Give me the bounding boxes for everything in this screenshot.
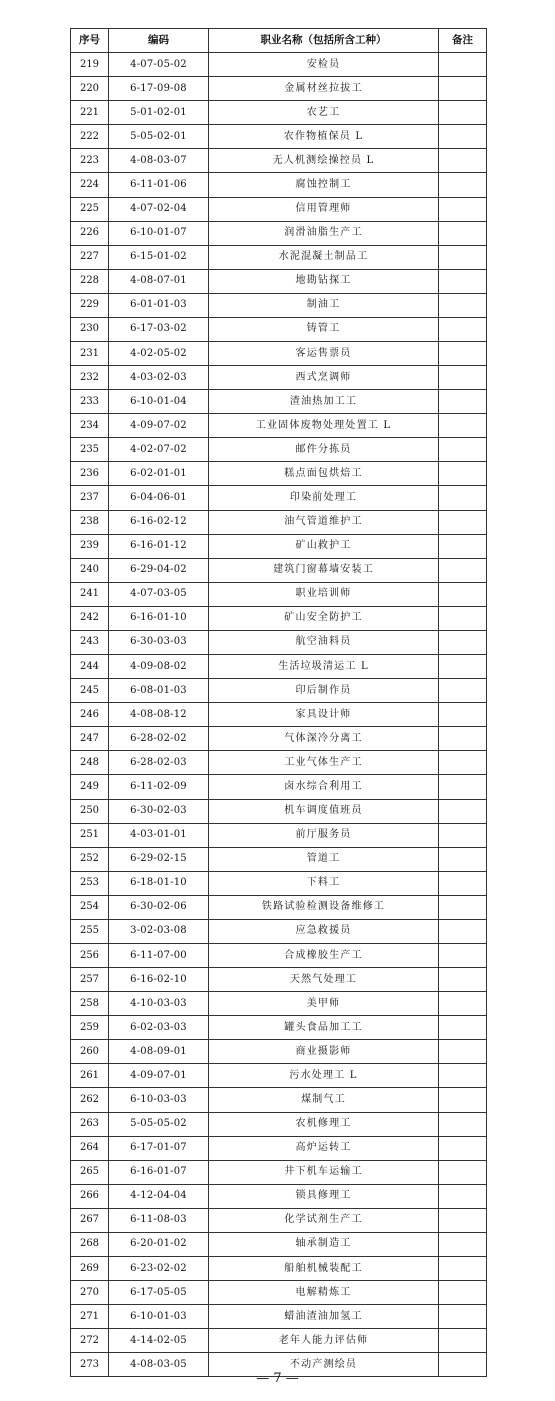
table-row [71, 534, 487, 558]
occupation-code: 6-10-01-07 [109, 221, 209, 245]
occupation-code: 6-30-02-06 [109, 895, 209, 919]
remarks [439, 775, 487, 799]
occupation-code: 6-28-02-02 [109, 727, 209, 751]
table-row [71, 1305, 487, 1329]
occupation-name: 合成橡胶生产工 [209, 943, 439, 967]
table-row [71, 655, 487, 679]
table-row [71, 606, 487, 630]
row-index: 223 [71, 149, 109, 173]
table-row [71, 1329, 487, 1353]
occupation-name: 客运售票员 [209, 342, 439, 366]
table-row [71, 1064, 487, 1088]
remarks [439, 221, 487, 245]
table-row [71, 823, 487, 847]
row-index: 257 [71, 968, 109, 992]
occupation-name: 罐头食品加工工 [209, 1016, 439, 1040]
remarks [439, 1016, 487, 1040]
table-row [71, 703, 487, 727]
occupation-name: 信用管理师 [209, 197, 439, 221]
occupation-name: 农作物植保员 L [209, 125, 439, 149]
remarks [439, 1136, 487, 1160]
occupation-name: 锁具修理工 [209, 1184, 439, 1208]
remarks [439, 510, 487, 534]
occupation-name: 铸管工 [209, 317, 439, 341]
table-header-row [71, 29, 487, 53]
row-index: 253 [71, 871, 109, 895]
occupation-code: 6-16-02-12 [109, 510, 209, 534]
occupation-code: 6-18-01-10 [109, 871, 209, 895]
occupation-code: 5-05-05-02 [109, 1112, 209, 1136]
occupation-code: 6-16-01-10 [109, 606, 209, 630]
occupation-code: 6-16-02-10 [109, 968, 209, 992]
row-index: 224 [71, 173, 109, 197]
occupation-code: 4-09-07-02 [109, 414, 209, 438]
row-index: 229 [71, 293, 109, 317]
table-row [71, 342, 487, 366]
occupation-name: 污水处理工 L [209, 1064, 439, 1088]
row-index: 269 [71, 1256, 109, 1280]
row-index: 228 [71, 269, 109, 293]
table-row [71, 895, 487, 919]
table-row [71, 390, 487, 414]
occupation-code: 4-08-07-01 [109, 269, 209, 293]
occupation-name: 西式烹调师 [209, 366, 439, 390]
row-index: 250 [71, 799, 109, 823]
occupation-name: 家具设计师 [209, 703, 439, 727]
remarks [439, 727, 487, 751]
remarks [439, 992, 487, 1016]
occupation-code: 6-08-01-03 [109, 679, 209, 703]
occupation-name: 航空油料员 [209, 630, 439, 654]
row-index: 219 [71, 53, 109, 77]
occupation-code: 6-17-03-02 [109, 317, 209, 341]
remarks [439, 245, 487, 269]
table-row [71, 1208, 487, 1232]
remarks [439, 655, 487, 679]
remarks [439, 534, 487, 558]
row-index: 264 [71, 1136, 109, 1160]
row-index: 231 [71, 342, 109, 366]
table-row [71, 245, 487, 269]
table-row [71, 1016, 487, 1040]
occupation-code: 6-23-02-02 [109, 1256, 209, 1280]
table-row [71, 462, 487, 486]
occupation-name: 腐蚀控制工 [209, 173, 439, 197]
occupation-code: 4-09-08-02 [109, 655, 209, 679]
occupation-code: 6-11-08-03 [109, 1208, 209, 1232]
row-index: 255 [71, 919, 109, 943]
occupation-name: 工业气体生产工 [209, 751, 439, 775]
row-index: 241 [71, 582, 109, 606]
occupation-code: 6-10-01-03 [109, 1305, 209, 1329]
occupation-code: 4-02-07-02 [109, 438, 209, 462]
occupation-table [70, 28, 487, 1377]
remarks [439, 1064, 487, 1088]
row-index: 235 [71, 438, 109, 462]
row-index: 227 [71, 245, 109, 269]
remarks [439, 919, 487, 943]
remarks [439, 1184, 487, 1208]
row-index: 222 [71, 125, 109, 149]
occupation-name: 蜡油渣油加氢工 [209, 1305, 439, 1329]
row-index: 221 [71, 101, 109, 125]
remarks [439, 101, 487, 125]
occupation-code: 6-15-01-02 [109, 245, 209, 269]
occupation-name: 下料工 [209, 871, 439, 895]
occupation-name: 井下机车运输工 [209, 1160, 439, 1184]
occupation-name: 煤制气工 [209, 1088, 439, 1112]
occupation-name: 轴承制造工 [209, 1232, 439, 1256]
remarks [439, 390, 487, 414]
remarks [439, 679, 487, 703]
occupation-name: 无人机测绘操控员 L [209, 149, 439, 173]
remarks [439, 414, 487, 438]
remarks [439, 751, 487, 775]
row-index: 238 [71, 510, 109, 534]
occupation-code: 4-03-01-01 [109, 823, 209, 847]
occupation-name: 安检员 [209, 53, 439, 77]
occupation-code: 4-03-02-03 [109, 366, 209, 390]
table-row [71, 101, 487, 125]
table-row [71, 943, 487, 967]
occupation-name: 糕点面包烘焙工 [209, 462, 439, 486]
row-index: 245 [71, 679, 109, 703]
header-code: 编码 [109, 29, 209, 53]
occupation-code: 6-17-01-07 [109, 1136, 209, 1160]
occupation-code: 6-29-02-15 [109, 847, 209, 871]
table-row [71, 317, 487, 341]
table-row [71, 992, 487, 1016]
remarks [439, 149, 487, 173]
occupation-code: 4-08-03-07 [109, 149, 209, 173]
occupation-name: 金属材丝拉拔工 [209, 77, 439, 101]
occupation-name: 制油工 [209, 293, 439, 317]
occupation-name: 化学试剂生产工 [209, 1208, 439, 1232]
row-index: 239 [71, 534, 109, 558]
occupation-code: 6-02-01-01 [109, 462, 209, 486]
row-index: 234 [71, 414, 109, 438]
occupation-code: 4-08-08-12 [109, 703, 209, 727]
occupation-name: 电解精炼工 [209, 1281, 439, 1305]
table-row [71, 366, 487, 390]
table-row [71, 486, 487, 510]
occupation-code: 6-28-02-03 [109, 751, 209, 775]
table-row [71, 173, 487, 197]
remarks [439, 1281, 487, 1305]
occupation-name: 高炉运转工 [209, 1136, 439, 1160]
row-index: 246 [71, 703, 109, 727]
occupation-name: 印染前处理工 [209, 486, 439, 510]
remarks [439, 1112, 487, 1136]
row-index: 236 [71, 462, 109, 486]
remarks [439, 943, 487, 967]
table-body [71, 53, 487, 1377]
occupation-code: 6-10-03-03 [109, 1088, 209, 1112]
occupation-code: 6-30-02-03 [109, 799, 209, 823]
table-row [71, 125, 487, 149]
occupation-name: 邮件分拣员 [209, 438, 439, 462]
table-row [71, 799, 487, 823]
occupation-code: 6-29-04-02 [109, 558, 209, 582]
occupation-code: 3-02-03-08 [109, 919, 209, 943]
table-row [71, 847, 487, 871]
remarks [439, 317, 487, 341]
occupation-name: 老年人能力评估师 [209, 1329, 439, 1353]
row-index: 271 [71, 1305, 109, 1329]
remarks [439, 77, 487, 101]
table-row [71, 871, 487, 895]
occupation-code: 4-08-03-05 [109, 1353, 209, 1377]
occupation-name: 不动产测绘员 [209, 1353, 439, 1377]
table-row [71, 1112, 487, 1136]
table-row [71, 751, 487, 775]
remarks [439, 823, 487, 847]
table-row [71, 53, 487, 77]
row-index: 243 [71, 630, 109, 654]
occupation-name: 矿山救护工 [209, 534, 439, 558]
row-index: 251 [71, 823, 109, 847]
occupation-code: 6-11-01-06 [109, 173, 209, 197]
occupation-name: 农机修理工 [209, 1112, 439, 1136]
row-index: 262 [71, 1088, 109, 1112]
table-row [71, 293, 487, 317]
occupation-code: 6-11-02-09 [109, 775, 209, 799]
row-index: 272 [71, 1329, 109, 1353]
row-index: 254 [71, 895, 109, 919]
remarks [439, 895, 487, 919]
table-row [71, 582, 487, 606]
occupation-name: 商业摄影师 [209, 1040, 439, 1064]
occupation-code: 6-16-01-12 [109, 534, 209, 558]
table-row [71, 679, 487, 703]
occupation-code: 6-11-07-00 [109, 943, 209, 967]
table-row [71, 1184, 487, 1208]
table-row [71, 269, 487, 293]
remarks [439, 1329, 487, 1353]
table-row [71, 149, 487, 173]
row-index: 225 [71, 197, 109, 221]
occupation-code: 6-17-09-08 [109, 77, 209, 101]
occupation-name: 矿山安全防护工 [209, 606, 439, 630]
remarks [439, 582, 487, 606]
table-row [71, 1256, 487, 1280]
table-row [71, 438, 487, 462]
occupation-code: 6-02-03-03 [109, 1016, 209, 1040]
occupation-name: 天然气处理工 [209, 968, 439, 992]
remarks [439, 630, 487, 654]
occupation-name: 润滑油脂生产工 [209, 221, 439, 245]
remarks [439, 293, 487, 317]
table-row [71, 919, 487, 943]
occupation-code: 6-01-01-03 [109, 293, 209, 317]
row-index: 268 [71, 1232, 109, 1256]
page-number: — 7 — [256, 1371, 299, 1386]
row-index: 252 [71, 847, 109, 871]
remarks [439, 366, 487, 390]
row-index: 237 [71, 486, 109, 510]
occupation-name: 生活垃圾清运工 L [209, 655, 439, 679]
occupation-name: 美甲师 [209, 992, 439, 1016]
occupation-code: 6-10-01-04 [109, 390, 209, 414]
occupation-code: 6-16-01-07 [109, 1160, 209, 1184]
remarks [439, 1305, 487, 1329]
table-row [71, 414, 487, 438]
occupation-name: 农艺工 [209, 101, 439, 125]
table-row [71, 727, 487, 751]
occupation-name: 机车调度值班员 [209, 799, 439, 823]
row-index: 244 [71, 655, 109, 679]
occupation-code: 6-30-03-03 [109, 630, 209, 654]
row-index: 220 [71, 77, 109, 101]
table-row [71, 1088, 487, 1112]
occupation-code: 6-20-01-02 [109, 1232, 209, 1256]
remarks [439, 1232, 487, 1256]
header-occupation-name: 职业名称（包括所含工种） [209, 29, 439, 53]
remarks [439, 438, 487, 462]
occupation-name: 建筑门窗幕墙安装工 [209, 558, 439, 582]
remarks [439, 462, 487, 486]
remarks [439, 968, 487, 992]
table-row [71, 1232, 487, 1256]
row-index: 259 [71, 1016, 109, 1040]
occupation-code: 5-01-02-01 [109, 101, 209, 125]
occupation-code: 4-07-05-02 [109, 53, 209, 77]
occupation-name: 工业固体废物处理处置工 L [209, 414, 439, 438]
occupation-code: 4-12-04-04 [109, 1184, 209, 1208]
row-index: 260 [71, 1040, 109, 1064]
occupation-code: 4-09-07-01 [109, 1064, 209, 1088]
row-index: 249 [71, 775, 109, 799]
remarks [439, 197, 487, 221]
row-index: 248 [71, 751, 109, 775]
remarks [439, 1160, 487, 1184]
occupation-code: 4-07-03-05 [109, 582, 209, 606]
occupation-name: 地勘钻探工 [209, 269, 439, 293]
occupation-code: 6-17-05-05 [109, 1281, 209, 1305]
remarks [439, 1256, 487, 1280]
table-row [71, 775, 487, 799]
row-index: 258 [71, 992, 109, 1016]
row-index: 273 [71, 1353, 109, 1377]
occupation-name: 水泥混凝土制品工 [209, 245, 439, 269]
occupation-name: 渣油热加工工 [209, 390, 439, 414]
occupation-code: 4-08-09-01 [109, 1040, 209, 1064]
occupation-name: 船舶机械装配工 [209, 1256, 439, 1280]
remarks [439, 558, 487, 582]
table-row [71, 558, 487, 582]
occupation-name: 应急救援员 [209, 919, 439, 943]
table-row [71, 630, 487, 654]
occupation-code: 4-10-03-03 [109, 992, 209, 1016]
occupation-name: 卤水综合利用工 [209, 775, 439, 799]
remarks [439, 342, 487, 366]
remarks [439, 269, 487, 293]
header-index: 序号 [71, 29, 109, 53]
remarks [439, 847, 487, 871]
remarks [439, 1088, 487, 1112]
row-index: 261 [71, 1064, 109, 1088]
table-row [71, 1160, 487, 1184]
occupation-code: 4-02-05-02 [109, 342, 209, 366]
occupation-code: 4-14-02-05 [109, 1329, 209, 1353]
occupation-name: 印后制作员 [209, 679, 439, 703]
remarks [439, 703, 487, 727]
table-row [71, 1281, 487, 1305]
occupation-name: 管道工 [209, 847, 439, 871]
remarks [439, 1040, 487, 1064]
remarks [439, 606, 487, 630]
table-row [71, 77, 487, 101]
table-row [71, 1136, 487, 1160]
row-index: 256 [71, 943, 109, 967]
row-index: 247 [71, 727, 109, 751]
occupation-name: 油气管道维护工 [209, 510, 439, 534]
header-remarks: 备注 [439, 29, 487, 53]
table-row [71, 510, 487, 534]
table-row [71, 1040, 487, 1064]
occupation-code: 4-07-02-04 [109, 197, 209, 221]
table-row [71, 197, 487, 221]
occupation-name: 气体深冷分离工 [209, 727, 439, 751]
occupation-code: 5-05-02-01 [109, 125, 209, 149]
row-index: 240 [71, 558, 109, 582]
remarks [439, 125, 487, 149]
remarks [439, 799, 487, 823]
row-index: 232 [71, 366, 109, 390]
remarks [439, 53, 487, 77]
row-index: 226 [71, 221, 109, 245]
occupation-name: 铁路试验检测设备维修工 [209, 895, 439, 919]
remarks [439, 1208, 487, 1232]
remarks [439, 173, 487, 197]
occupation-name: 前厅服务员 [209, 823, 439, 847]
row-index: 270 [71, 1281, 109, 1305]
occupation-code: 6-04-06-01 [109, 486, 209, 510]
row-index: 267 [71, 1208, 109, 1232]
row-index: 233 [71, 390, 109, 414]
row-index: 230 [71, 317, 109, 341]
occupation-name: 职业培训师 [209, 582, 439, 606]
row-index: 242 [71, 606, 109, 630]
row-index: 263 [71, 1112, 109, 1136]
table-row [71, 221, 487, 245]
remarks [439, 486, 487, 510]
table-row [71, 968, 487, 992]
row-index: 266 [71, 1184, 109, 1208]
row-index: 265 [71, 1160, 109, 1184]
remarks [439, 871, 487, 895]
